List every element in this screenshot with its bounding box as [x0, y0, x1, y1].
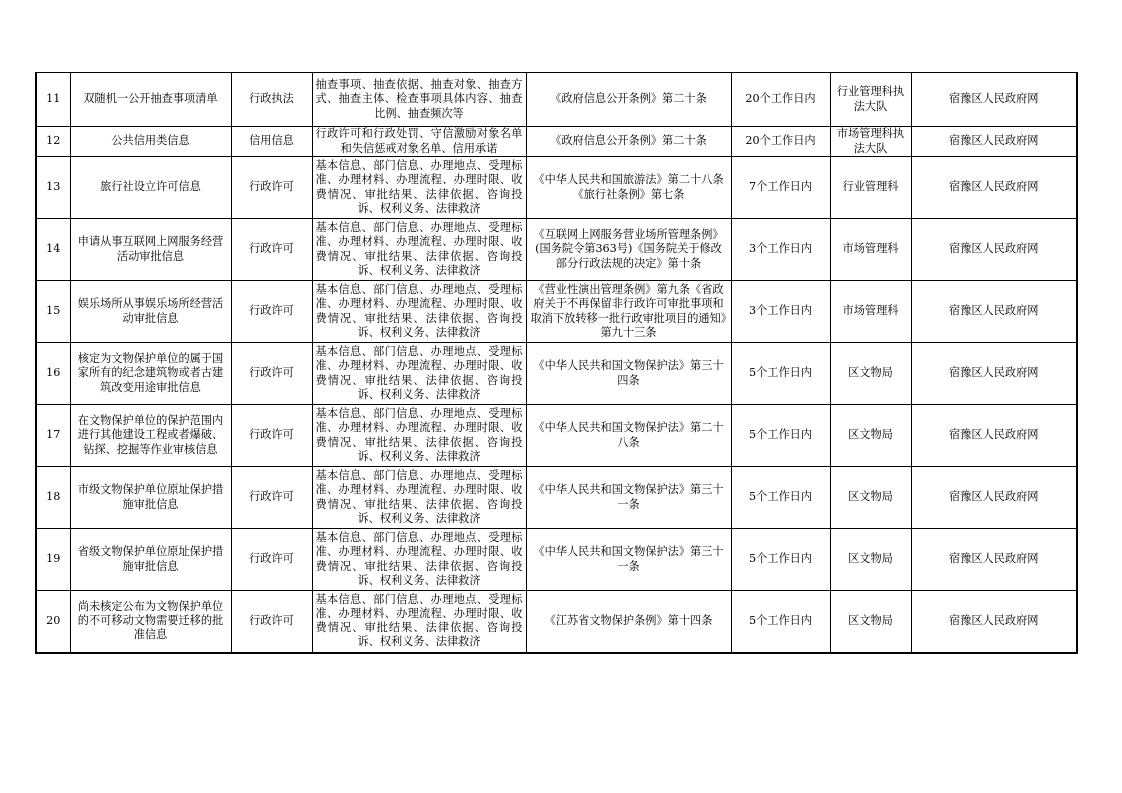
disclosure-item: 尚未核定公布为文物保护单位的不可移动文物需要迁移的批准信息: [70, 591, 231, 653]
time-limit: 7个工作日内: [731, 157, 830, 219]
legal-basis: 《中华人民共和国文物保护法》第二十八条: [526, 405, 731, 467]
legal-basis: 《中华人民共和国文物保护法》第三十一条: [526, 529, 731, 591]
disclosure-content: 基本信息、部门信息、办理地点、受理标准、办理材料、办理流程、办理时限、收费情况、审批结果、法律依据、咨询投诉、权利义务、法律救济: [312, 467, 526, 529]
responsible-department: 市场管理科: [830, 219, 911, 281]
responsible-department: 区文物局: [830, 529, 911, 591]
disclosure-category: 行政许可: [231, 467, 312, 529]
disclosure-channel: 宿豫区人民政府网: [911, 591, 1077, 653]
table-row: [36, 281, 1077, 343]
table-row: [36, 73, 1077, 127]
legal-basis: 《中华人民共和国文物保护法》第三十一条: [526, 467, 731, 529]
legal-basis: 《互联网上网服务营业场所管理条例》(国务院令第363号)《国务院关于修改部分行政法规的决定》第十条: [526, 219, 731, 281]
disclosure-content: 基本信息、部门信息、办理地点、受理标准、办理材料、办理流程、办理时限、收费情况、审批结果、法律依据、咨询投诉、权利义务、法律救济: [312, 219, 526, 281]
disclosure-channel: 宿豫区人民政府网: [911, 73, 1077, 127]
disclosure-channel: 宿豫区人民政府网: [911, 219, 1077, 281]
responsible-department: 行业管理科: [830, 157, 911, 219]
legal-basis: 《营业性演出管理条例》第九条《省政府关于不再保留非行政许可审批事项和取消下放转移一批行政审批项目的通知》第九十三条: [526, 281, 731, 343]
time-limit: 20个工作日内: [731, 127, 830, 157]
disclosure-channel: 宿豫区人民政府网: [911, 529, 1077, 591]
row-number: 18: [36, 467, 70, 529]
disclosure-table: [35, 72, 1078, 654]
table-row: [36, 529, 1077, 591]
disclosure-content: 基本信息、部门信息、办理地点、受理标准、办理材料、办理流程、办理时限、收费情况、审批结果、法律依据、咨询投诉、权利义务、法律救济: [312, 529, 526, 591]
time-limit: 5个工作日内: [731, 529, 830, 591]
disclosure-content: 基本信息、部门信息、办理地点、受理标准、办理材料、办理流程、办理时限、收费情况、审批结果、法律依据、咨询投诉、权利义务、法律救济: [312, 157, 526, 219]
table-row: [36, 405, 1077, 467]
row-number: 12: [36, 127, 70, 157]
row-number: 17: [36, 405, 70, 467]
disclosure-content: 基本信息、部门信息、办理地点、受理标准、办理材料、办理流程、办理时限、收费情况、审批结果、法律依据、咨询投诉、权利义务、法律救济: [312, 405, 526, 467]
time-limit: 3个工作日内: [731, 281, 830, 343]
row-number: 19: [36, 529, 70, 591]
disclosure-channel: 宿豫区人民政府网: [911, 157, 1077, 219]
table-row: [36, 157, 1077, 219]
disclosure-category: 行政许可: [231, 591, 312, 653]
disclosure-item: 双随机一公开抽查事项清单: [70, 73, 231, 127]
disclosure-item: 公共信用类信息: [70, 127, 231, 157]
table-row: [36, 127, 1077, 157]
disclosure-item: 市级文物保护单位原址保护措施审批信息: [70, 467, 231, 529]
disclosure-item: 在文物保护单位的保护范围内进行其他建设工程或者爆破、钻探、挖掘等作业审核信息: [70, 405, 231, 467]
disclosure-category: 行政执法: [231, 73, 312, 127]
disclosure-content: 行政许可和行政处罚、守信激励对象名单和失信惩戒对象名单、信用承诺: [312, 127, 526, 157]
time-limit: 3个工作日内: [731, 219, 830, 281]
responsible-department: 市场管理科: [830, 281, 911, 343]
time-limit: 5个工作日内: [731, 343, 830, 405]
disclosure-channel: 宿豫区人民政府网: [911, 127, 1077, 157]
disclosure-content: 基本信息、部门信息、办理地点、受理标准、办理材料、办理流程、办理时限、收费情况、审批结果、法律依据、咨询投诉、权利义务、法律救济: [312, 591, 526, 653]
legal-basis: 《政府信息公开条例》第二十条: [526, 127, 731, 157]
responsible-department: 区文物局: [830, 405, 911, 467]
disclosure-item: 省级文物保护单位原址保护措施审批信息: [70, 529, 231, 591]
disclosure-content: 基本信息、部门信息、办理地点、受理标准、办理材料、办理流程、办理时限、收费情况、审批结果、法律依据、咨询投诉、权利义务、法律救济: [312, 343, 526, 405]
legal-basis: 《政府信息公开条例》第二十条: [526, 73, 731, 127]
disclosure-category: 行政许可: [231, 281, 312, 343]
disclosure-content: 抽查事项、抽查依据、抽查对象、抽查方式、抽查主体、检查事项具体内容、抽查比例、抽查频次等: [312, 73, 526, 127]
responsible-department: 区文物局: [830, 591, 911, 653]
disclosure-category: 信用信息: [231, 127, 312, 157]
legal-basis: 《中华人民共和国旅游法》第二十八条《旅行社条例》第七条: [526, 157, 731, 219]
row-number: 15: [36, 281, 70, 343]
responsible-department: 区文物局: [830, 467, 911, 529]
row-number: 13: [36, 157, 70, 219]
disclosure-channel: 宿豫区人民政府网: [911, 343, 1077, 405]
responsible-department: 市场管理科执法大队: [830, 127, 911, 157]
row-number: 14: [36, 219, 70, 281]
disclosure-item: 娱乐场所从事娱乐场所经营活动审批信息: [70, 281, 231, 343]
time-limit: 5个工作日内: [731, 591, 830, 653]
disclosure-item: 申请从事互联网上网服务经营活动审批信息: [70, 219, 231, 281]
disclosure-content: 基本信息、部门信息、办理地点、受理标准、办理材料、办理流程、办理时限、收费情况、审批结果、法律依据、咨询投诉、权利义务、法律救济: [312, 281, 526, 343]
row-number: 16: [36, 343, 70, 405]
disclosure-category: 行政许可: [231, 219, 312, 281]
time-limit: 5个工作日内: [731, 467, 830, 529]
disclosure-category: 行政许可: [231, 343, 312, 405]
disclosure-category: 行政许可: [231, 157, 312, 219]
responsible-department: 区文物局: [830, 343, 911, 405]
disclosure-category: 行政许可: [231, 529, 312, 591]
disclosure-item: 核定为文物保护单位的属于国家所有的纪念建筑物或者古建筑改变用途审批信息: [70, 343, 231, 405]
disclosure-channel: 宿豫区人民政府网: [911, 405, 1077, 467]
time-limit: 5个工作日内: [731, 405, 830, 467]
disclosure-channel: 宿豫区人民政府网: [911, 467, 1077, 529]
legal-basis: 《江苏省文物保护条例》第十四条: [526, 591, 731, 653]
time-limit: 20个工作日内: [731, 73, 830, 127]
table-row: [36, 467, 1077, 529]
row-number: 20: [36, 591, 70, 653]
disclosure-item: 旅行社设立许可信息: [70, 157, 231, 219]
table-row: [36, 591, 1077, 653]
table-row: [36, 343, 1077, 405]
legal-basis: 《中华人民共和国文物保护法》第三十四条: [526, 343, 731, 405]
table-row: [36, 219, 1077, 281]
disclosure-category: 行政许可: [231, 405, 312, 467]
table-body: [36, 73, 1077, 653]
responsible-department: 行业管理科执法大队: [830, 73, 911, 127]
row-number: 11: [36, 73, 70, 127]
disclosure-channel: 宿豫区人民政府网: [911, 281, 1077, 343]
